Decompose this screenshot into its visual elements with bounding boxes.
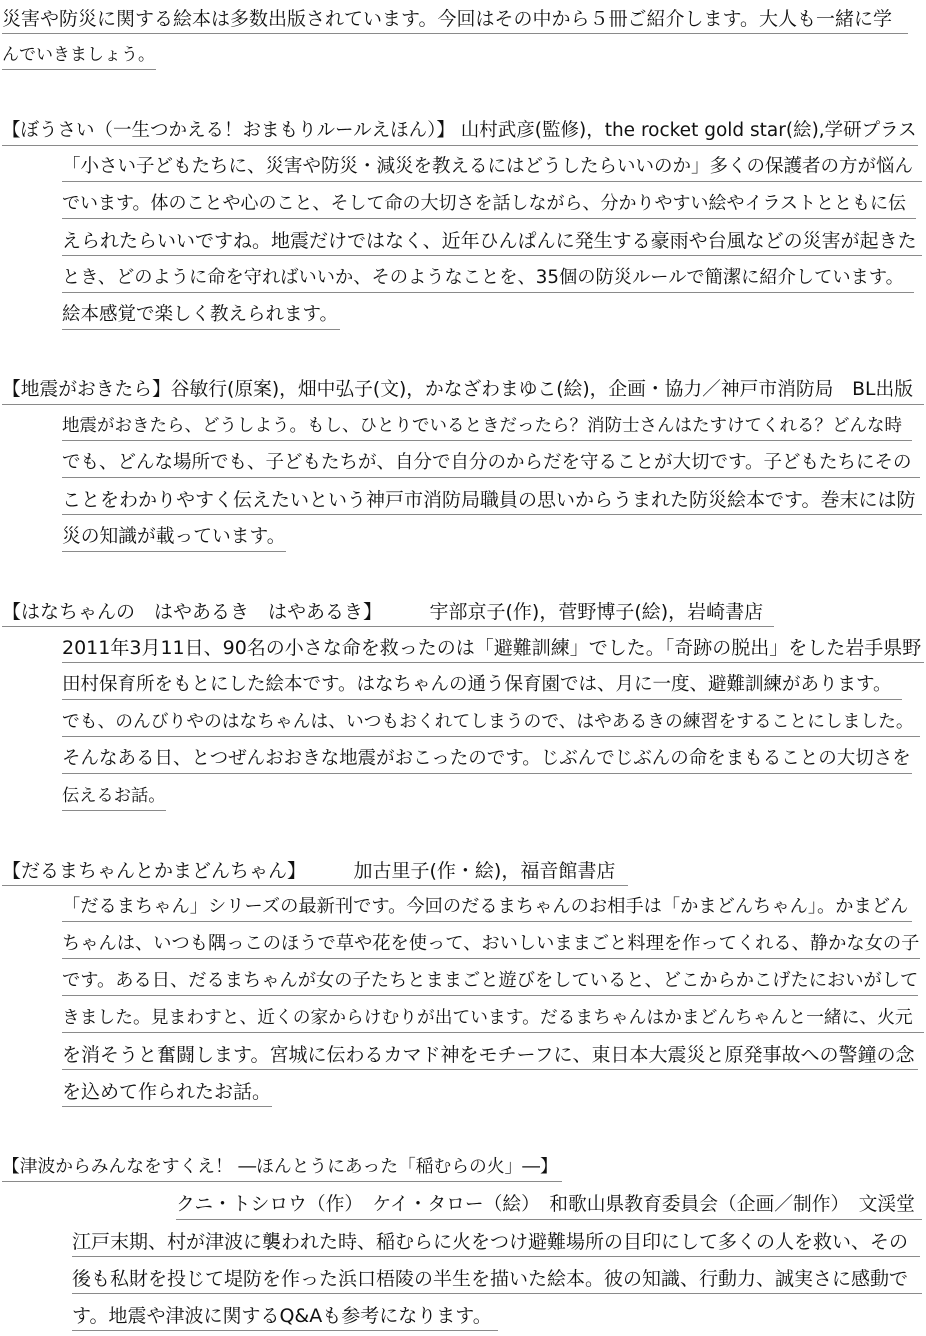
book-heading: 【ぼうさい（一生つかえる！おまもりルールえほん）】 山村武彦(監修)，the rocket gold star(絵),学研プラス (2, 116, 918, 146)
book-description-line: 田村保育所をもとにした絵本です。はなちゃんの通う保育園では、月に一度、避難訓練があります。 (62, 670, 902, 700)
book-heading: 【地震がおきたら】谷敏行(原案)，畑中弘子(文)，かなざわまゆこ(絵)，企画・協力／神戸市消防局 BL出版 (2, 375, 924, 405)
book-description-line: 「だるまちゃん」シリーズの最新刊です。今回のだるまちゃんのお相手は「かまどんちゃん」。かまどん (62, 892, 912, 922)
book-description-line: を込めて作られたお話。 (62, 1077, 272, 1107)
book-description-line: でも、どんな場所でも、子どもたちが、自分で自分のからだを守ることが大切です。子どもたちにその (62, 448, 920, 478)
book-heading: 【だるまちゃんとかまどんちゃん】 加古里子(作・絵)，福音館書店 (2, 856, 628, 886)
book-description-line: す。地震や津波に関するQ&Aも参考になります。 (72, 1301, 498, 1331)
book-description-line: 江戸末期、村が津波に襲われた時、稲むらに火をつけ避難場所の目印にして多くの人を救い、その (72, 1227, 920, 1257)
book-description-line: でいます。体のことや心のこと、そして命の大切さを話しながら、分かりやすい絵やイラストとともに伝 (62, 189, 916, 219)
book-description-line: 伝えるお話。 (62, 781, 166, 811)
book-description-line: 地震がおきたら、どうしよう。もし、ひとりでいるときだったら？消防士さんはたすけてくれる？どんな時 (62, 411, 912, 441)
book-description-line: 2011年3月11日、90名の小さな命を救ったのは「避難訓練」でした。「奇跡の脱出」をした岩手県野 (62, 633, 924, 663)
book-description-line: ちゃんは、いつも隅っこのほうで草や花を使って、おいしいままごと料理を作ってくれる、静かな女の子 (62, 929, 920, 959)
book-description-line: とき、どのように命を守ればいいか、そのようなことを、35個の防災ルールで簡潔に紹介しています。 (62, 263, 914, 293)
book-description-line: ことをわかりやすく伝えたいという神戸市消防局職員の思いからうまれた防災絵本です。巻末には防 (62, 485, 922, 515)
book-description-line: です。ある日、だるまちゃんが女の子たちとままごと遊びをしていると、どこからかこげたにおいがして (62, 966, 918, 996)
intro-line: 災害や防災に関する絵本は多数出版されています。今回はその中から５冊ご紹介します。大人も一緒に学 (2, 4, 908, 34)
book-description-line: を消そうと奮闘します。宮城に伝わるカマド神をモチーフに、東日本大震災と原発事故への警鐘の念 (62, 1040, 918, 1070)
book-credits-line: クニ・トシロウ（作） ケイ・タロー（絵） 和歌山県教育委員会（企画／制作） 文渓堂 (176, 1190, 922, 1220)
book-description-line: 「小さい子どもたちに、災害や防災・減災を教えるにはどうしたらいいのか」多くの保護者の方が悩ん (62, 152, 922, 182)
book-description-line: でも、のんびりやのはなちゃんは、いつもおくれてしまうので、はやあるきの練習をすることにしました。 (62, 707, 920, 737)
book-description-line: 後も私財を投じて堤防を作った浜口梧陵の半生を描いた絵本。彼の知識、行動力、誠実さに感動で (72, 1264, 922, 1294)
book-heading: 【はなちゃんの はやあるき はやあるき】 宇部京子(作)，菅野博子(絵)，岩崎書店 (2, 597, 774, 627)
book-description-line: えられたらいいですね。地震だけではなく、近年ひんぱんに発生する豪雨や台風などの災害が起きた (62, 226, 922, 256)
book-description-line: そんなある日、とつぜんおおきな地震がおこったのです。じぶんでじぶんの命をまもることの大切さを (62, 744, 912, 774)
intro-line: んでいきましょう。 (2, 40, 156, 70)
book-description-line: きました。見まわすと、近くの家からけむりが出ています。だるまちゃんはかまどんちゃんと一緒に、火元 (62, 1003, 924, 1033)
book-description-line: 災の知識が載っています。 (62, 522, 286, 552)
book-heading: 【津波からみんなをすくえ！ ―ほんとうにあった「稲むらの火」―】 (2, 1152, 562, 1182)
book-description-line: 絵本感覚で楽しく教えられます。 (62, 300, 340, 330)
